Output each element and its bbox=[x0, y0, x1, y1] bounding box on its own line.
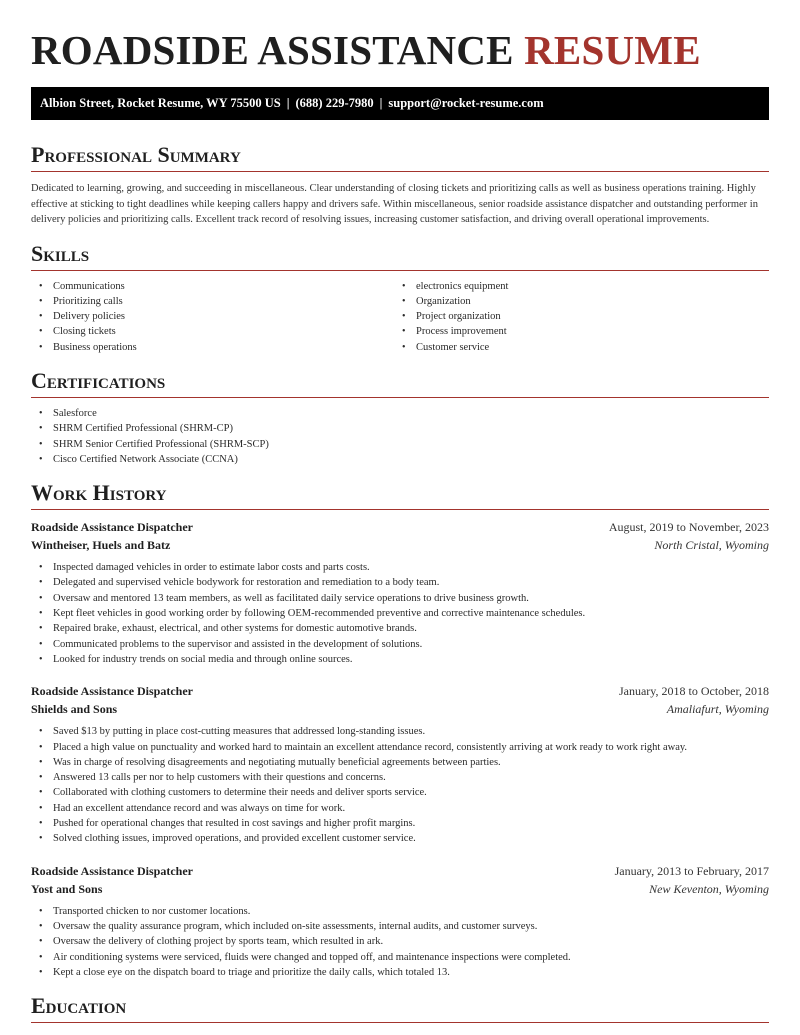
contact-separator: | bbox=[286, 96, 290, 110]
job-bullet: • Communicated problems to the supervisor and assisted in the development of solutions. bbox=[31, 637, 769, 652]
summary-heading: Professional Summary bbox=[31, 142, 241, 167]
skill-item: • Organization bbox=[394, 294, 757, 309]
certifications-section bbox=[31, 368, 769, 467]
skill-item: • electronics equipment bbox=[394, 279, 757, 294]
job-header bbox=[31, 862, 769, 880]
job-bullet: • Collaborated with clothing customers to determine their needs and deliver sports service. bbox=[31, 785, 769, 800]
job-title: Roadside Assistance Dispatcher bbox=[31, 520, 194, 535]
section-divider bbox=[31, 171, 769, 172]
skill-item: • Project organization bbox=[394, 309, 757, 324]
skill-item: • Closing tickets bbox=[31, 324, 394, 339]
job-bullet: • Repaired brake, exhaust, electrical, and other systems for domestic automotive brands. bbox=[31, 621, 769, 636]
job-entry bbox=[31, 518, 769, 667]
job-entry bbox=[31, 682, 769, 846]
certifications-heading: Certifications bbox=[31, 367, 166, 393]
skills-columns bbox=[31, 279, 769, 355]
section-divider bbox=[31, 1022, 769, 1023]
skills-heading: Skills bbox=[31, 240, 90, 266]
job-subheader bbox=[31, 700, 769, 718]
job-bullet: • Looked for industry trends on social media and through online sources. bbox=[31, 652, 769, 667]
job-bullet: • Placed a high value on punctuality and worked hard to maintain an excellent attendance record, consistently arriving at work ready to work right away. bbox=[31, 740, 769, 755]
section-divider bbox=[31, 397, 769, 398]
job-title: Roadside Assistance Dispatcher bbox=[31, 863, 194, 878]
job-bullet: • Pushed for operational changes that resulted in cost savings and higher profit margins. bbox=[31, 816, 769, 831]
job-bullets bbox=[31, 904, 769, 980]
job-company: Yost and Sons bbox=[31, 881, 103, 896]
job-bullets bbox=[31, 724, 769, 846]
contact-email: support@rocket-resume.com bbox=[388, 96, 544, 110]
job-bullet: • Inspected damaged vehicles in order to estimate labor costs and parts costs. bbox=[31, 560, 769, 575]
contact-phone: (688) 229-7980 bbox=[295, 96, 374, 110]
resume-page bbox=[31, 0, 769, 1023]
work-history-heading: Work History bbox=[31, 480, 167, 506]
title-main: ROADSIDE ASSISTANCE bbox=[31, 27, 514, 73]
job-bullet: • Delegated and supervised vehicle bodywork for restoration and remediation to a body team. bbox=[31, 575, 769, 590]
skills-column-right bbox=[394, 279, 757, 355]
certification-item: • Cisco Certified Network Associate (CCNA) bbox=[31, 452, 769, 467]
job-company: Wintheiser, Huels and Batz bbox=[31, 538, 171, 553]
job-title: Roadside Assistance Dispatcher bbox=[31, 684, 194, 699]
resume-title bbox=[31, 26, 769, 74]
title-accent: RESUME bbox=[524, 27, 701, 73]
contact-separator: | bbox=[379, 96, 383, 110]
skills-list-left bbox=[31, 279, 394, 355]
job-bullet: • Oversaw the delivery of clothing project by sports team, which resulted in ark. bbox=[31, 934, 769, 949]
job-subheader bbox=[31, 536, 769, 554]
job-dates: August, 2019 to November, 2023 bbox=[608, 520, 769, 535]
job-dates: January, 2013 to February, 2017 bbox=[614, 863, 769, 878]
job-header bbox=[31, 682, 769, 700]
job-subheader bbox=[31, 880, 769, 898]
job-bullet: • Was in charge of resolving disagreements and negotiating mutually beneficial agreements between parties. bbox=[31, 755, 769, 770]
job-location: North Cristal, Wyoming bbox=[654, 538, 769, 553]
education-section bbox=[31, 993, 769, 1023]
contact-bar bbox=[31, 87, 769, 120]
skill-item: • Process improvement bbox=[394, 324, 757, 339]
job-company: Shields and Sons bbox=[31, 702, 118, 717]
job-bullet: • Transported chicken to nor customer locations. bbox=[31, 904, 769, 919]
job-bullet: • Solved clothing issues, improved operations, and provided excellent customer service. bbox=[31, 831, 769, 846]
certification-item: • SHRM Senior Certified Professional (SHRM-SCP) bbox=[31, 437, 769, 452]
work-history-section bbox=[31, 480, 769, 980]
job-bullet: • Had an excellent attendance record and was always on time for work. bbox=[31, 801, 769, 816]
certification-item: • SHRM Certified Professional (SHRM-CP) bbox=[31, 421, 769, 436]
skill-item: • Customer service bbox=[394, 340, 757, 355]
job-bullet: • Kept a close eye on the dispatch board to triage and prioritize the daily calls, which totaled 13. bbox=[31, 965, 769, 980]
job-location: Amaliafurt, Wyoming bbox=[666, 702, 769, 717]
skill-item: • Delivery policies bbox=[31, 309, 394, 324]
section-divider bbox=[31, 270, 769, 271]
skill-item: • Prioritizing calls bbox=[31, 294, 394, 309]
skill-item: • Business operations bbox=[31, 340, 394, 355]
job-entry bbox=[31, 862, 769, 980]
job-dates: January, 2018 to October, 2018 bbox=[618, 684, 769, 699]
job-bullets bbox=[31, 560, 769, 667]
skill-item: • Communications bbox=[31, 279, 394, 294]
education-heading: Education bbox=[31, 993, 127, 1019]
job-bullet: • Oversaw and mentored 13 team members, as well as facilitated daily service operations to drive business growth. bbox=[31, 591, 769, 606]
job-header bbox=[31, 518, 769, 536]
job-bullet: • Saved $13 by putting in place cost-cutting measures that addressed long-standing issues. bbox=[31, 724, 769, 739]
skills-column-left bbox=[31, 279, 394, 355]
job-bullet: • Answered 13 calls per nor to help customers with their questions and concerns. bbox=[31, 770, 769, 785]
job-location: New Keventon, Wyoming bbox=[649, 881, 769, 896]
certification-item: • Salesforce bbox=[31, 406, 769, 421]
summary-text: Dedicated to learning, growing, and succeeding in miscellaneous. Clear understanding of closing tickets and prioritizing calls as well as business operations training. Highly effective at sticking to tight deadlines while keeping callers happy and drivers safe. Within miscellaneous, senior roadside assistance dispatcher and outstanding performer in delivery policies and prioritizing calls. Excellent track record of resolving issues, increasing customer satisfaction, and driving overall operational improvements. bbox=[31, 183, 758, 225]
section-divider bbox=[31, 509, 769, 510]
skills-section bbox=[31, 241, 769, 355]
job-bullet: • Kept fleet vehicles in good working order by following OEM-recommended preventive and corrective maintenance schedules. bbox=[31, 606, 769, 621]
summary-section bbox=[31, 142, 769, 228]
contact-address: Albion Street, Rocket Resume, WY 75500 US bbox=[40, 96, 281, 110]
job-bullet: • Air conditioning systems were serviced, fluids were changed and topped off, and maintenance inspections were completed. bbox=[31, 950, 769, 965]
job-bullet: • Oversaw the quality assurance program, which included on-site assessments, internal audits, and customer surveys. bbox=[31, 919, 769, 934]
skills-list-right bbox=[394, 279, 757, 355]
certifications-list bbox=[31, 406, 769, 467]
